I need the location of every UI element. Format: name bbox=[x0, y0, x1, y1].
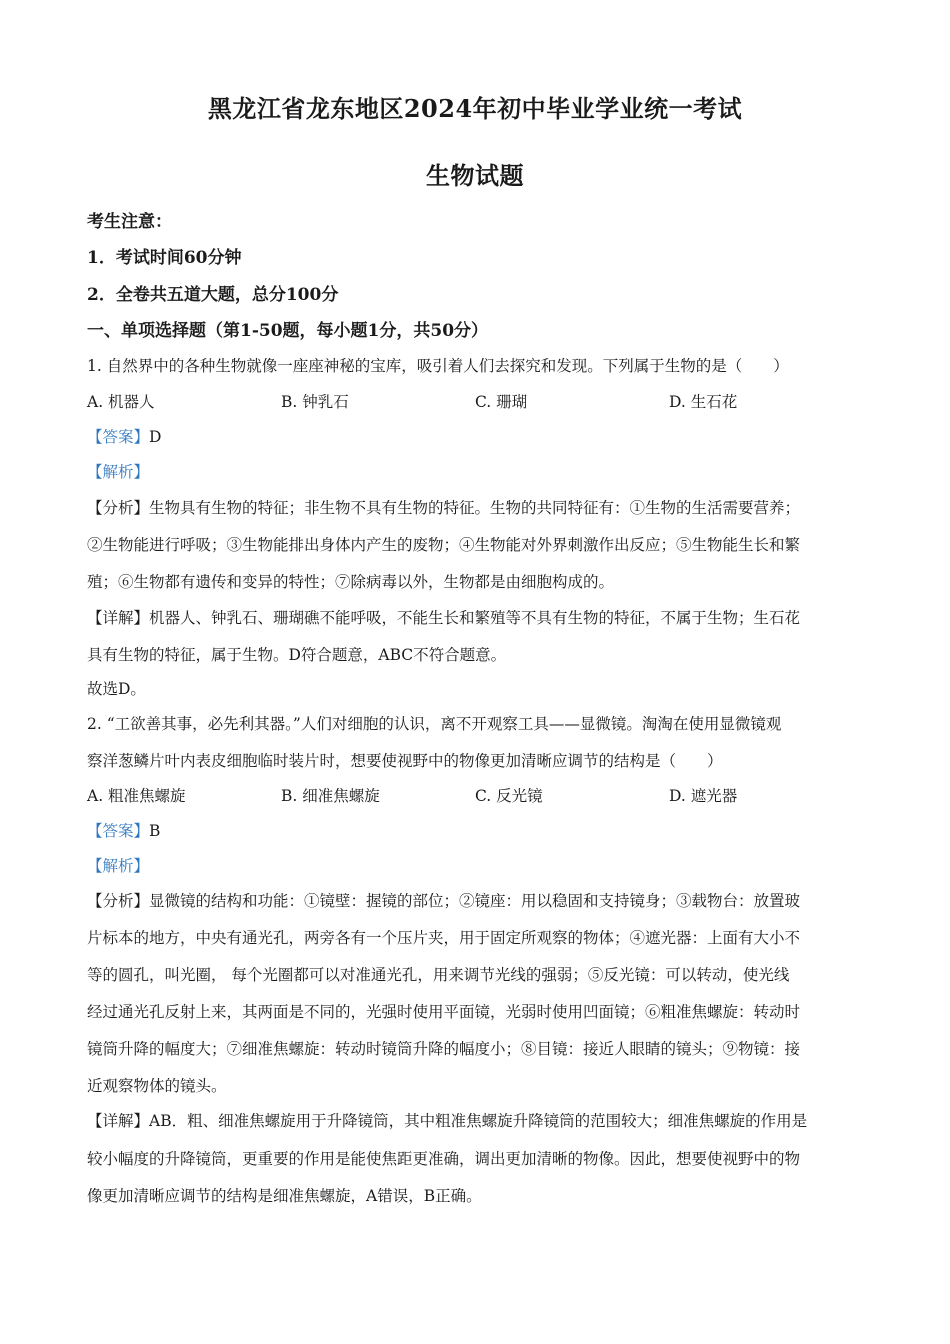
exam-title: 黑龙江省龙东地区2024年初中毕业学业统一考试 bbox=[207, 94, 743, 123]
option-b: B. 钟乳石 bbox=[281, 393, 349, 411]
option-d: D. 生石花 bbox=[669, 393, 738, 411]
section-heading: 一、单项选择题（第1-50题，每小题1分，共50分） bbox=[87, 321, 489, 341]
analysis-text: 【分析】显微镜的结构和功能：①镜壁：握镜的部位；②镜座：用以稳固和支持镜身；③载物台：放置玻 bbox=[87, 892, 801, 910]
analysis-text: 近观察物体的镜头。 bbox=[87, 1077, 227, 1095]
detail-text: 【详解】机器人、钟乳石、珊瑚礁不能呼吸，不能生长和繁殖等不具有生物的特征，不属于生物；生石花 bbox=[87, 609, 801, 627]
analysis-text: 经过通光孔反射上来，其两面是不同的，光强时使用平面镜，光弱时使用凹面镜；⑥粗准焦螺旋：转动时 bbox=[87, 1003, 801, 1021]
analysis-label: 【解析】 bbox=[87, 857, 150, 875]
answer-label: 【答案】 bbox=[87, 428, 150, 446]
detail-text: 像更加清晰应调节的结构是细准焦螺旋，A错误，B正确。 bbox=[87, 1187, 482, 1205]
answer-value: B bbox=[149, 822, 161, 840]
option-c: C. 反光镜 bbox=[475, 787, 543, 805]
analysis-text: ②生物能进行呼吸；③生物能排出身体内产生的废物；④生物能对外界刺激作出反应；⑤生物能生长和繁 bbox=[87, 536, 801, 554]
option-a: A. 粗准焦螺旋 bbox=[87, 787, 186, 805]
answer-value: D bbox=[149, 428, 162, 446]
detail-text: 较小幅度的升降镜筒，更重要的作用是能使焦距更准确，调出更加清晰的物像。因此，想要使视野中的物 bbox=[87, 1150, 801, 1168]
answer-label: 【答案】 bbox=[87, 822, 150, 840]
analysis-text: 片标本的地方，中央有通光孔，两旁各有一个压片夹，用于固定所观察的物体；④遮光器：上面有大小不 bbox=[87, 929, 801, 947]
analysis-label: 【解析】 bbox=[87, 463, 150, 481]
question-stem: 察洋葱鳞片叶内表皮细胞临时装片时，想要使视野中的物像更加清晰应调节的结构是（ ） bbox=[87, 752, 723, 770]
answer-line bbox=[87, 820, 877, 842]
detail-text: 具有生物的特征，属于生物。D符合题意，ABC不符合题意。 bbox=[87, 646, 507, 664]
analysis-text: 镜筒升降的幅度大；⑦细准焦螺旋：转动时镜筒升降的幅度小；⑧目镜：接近人眼睛的镜头；⑨物镜：接 bbox=[87, 1040, 801, 1058]
option-c: C. 珊瑚 bbox=[475, 393, 528, 411]
exam-subtitle: 生物试题 bbox=[426, 161, 524, 190]
answer-line bbox=[87, 426, 877, 448]
option-d: D. 遮光器 bbox=[669, 787, 738, 805]
notice-item: 2．全卷共五道大题，总分100分 bbox=[87, 285, 339, 305]
detail-text: 【详解】AB．粗、细准焦螺旋用于升降镜筒，其中粗准焦螺旋升降镜筒的范围较大；细准焦螺旋的作用是 bbox=[87, 1112, 808, 1130]
option-a: A. 机器人 bbox=[87, 393, 155, 411]
analysis-text: 【分析】生物具有生物的特征；非生物不具有生物的特征。生物的共同特征有：①生物的生活需要营养； bbox=[87, 499, 801, 517]
conclusion-text: 故选D。 bbox=[87, 680, 146, 698]
option-b: B. 细准焦螺旋 bbox=[281, 787, 380, 805]
question-stem: 2. “工欲善其事，必先利其器。”人们对细胞的认识，离不开观察工具——显微镜。淘淘在使用显微镜观 bbox=[87, 715, 782, 733]
analysis-text: 殖；⑥生物都有遗传和变异的特性；⑦除病毒以外，生物都是由细胞构成的。 bbox=[87, 573, 615, 591]
question-stem: 1. 自然界中的各种生物就像一座座神秘的宝库，吸引着人们去探究和发现。下列属于生物的是（ ） bbox=[87, 357, 789, 375]
notice-item: 1．考试时间60分钟 bbox=[87, 248, 242, 268]
analysis-text: 等的圆孔，叫光圈， 每个光圈都可以对准通光孔，用来调节光线的强弱；⑤反光镜：可以转动，使光线 bbox=[87, 966, 790, 984]
notice-heading: 考生注意： bbox=[87, 212, 172, 232]
